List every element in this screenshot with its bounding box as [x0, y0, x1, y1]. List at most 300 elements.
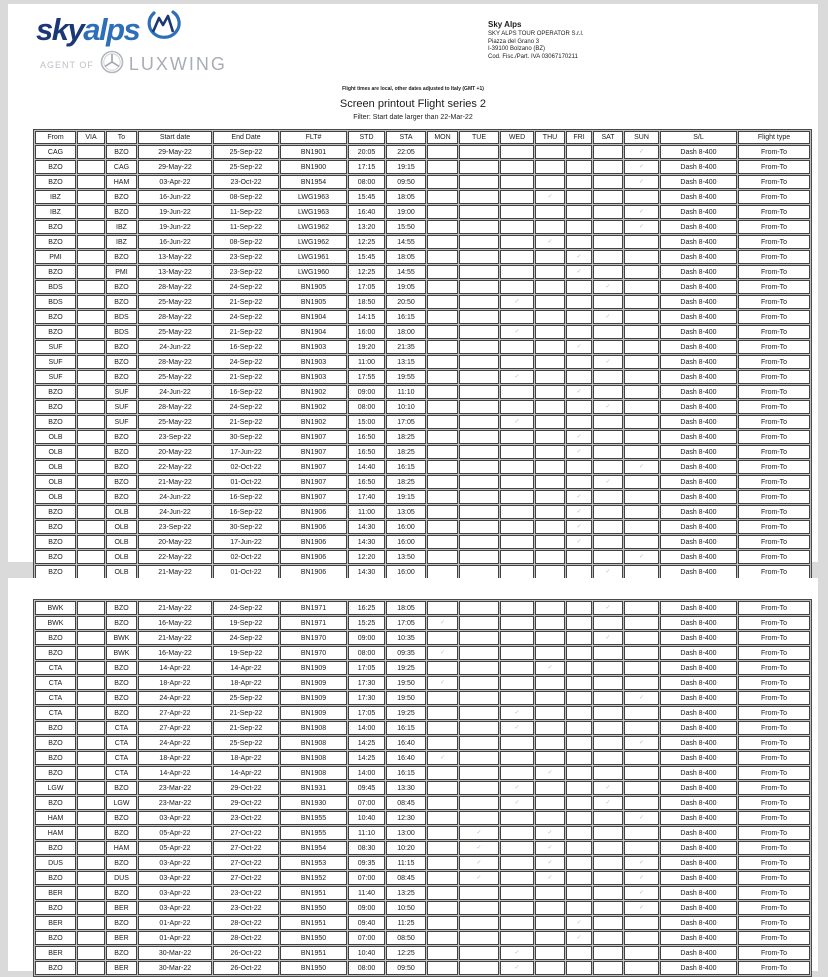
cell-to: BZO	[106, 145, 137, 159]
agent-of-label: AGENT OF	[40, 59, 94, 70]
cell-flight-number: BN1931	[280, 781, 347, 795]
cell-start-date: 21-May-22	[138, 601, 212, 615]
cell-day-sun	[624, 400, 659, 414]
cell-end-date: 11-Sep-22	[213, 205, 279, 219]
cell-day-tue	[459, 736, 499, 750]
cell-flight-type: From-To	[738, 205, 810, 219]
cell-day-fri	[566, 931, 592, 945]
cell-std: 17:30	[348, 691, 385, 705]
cell-day-sun	[624, 601, 659, 615]
cell-sta: 16:40	[386, 751, 426, 765]
cell-aircraft: Dash 8-400	[660, 856, 737, 870]
cell-day-wed	[500, 565, 534, 579]
cell-aircraft: Dash 8-400	[660, 415, 737, 429]
cell-flight-number: BN1971	[280, 616, 347, 630]
cell-day-sat	[593, 340, 623, 354]
cell-day-sun	[624, 370, 659, 384]
cell-day-thu	[535, 841, 565, 855]
cell-aircraft: Dash 8-400	[660, 490, 737, 504]
column-header-start-date: Start date	[138, 131, 212, 144]
cell-start-date: 23-Mar-22	[138, 796, 212, 810]
cell-day-thu	[535, 520, 565, 534]
checkmark-icon: ✓	[514, 800, 520, 806]
flight-row	[35, 250, 810, 264]
cell-via	[77, 295, 105, 309]
flight-row	[35, 721, 810, 735]
column-header-wed: WED	[500, 131, 534, 144]
cell-std: 09:00	[348, 631, 385, 645]
checkmark-icon: ✓	[638, 149, 645, 155]
cell-flight-type: From-To	[738, 631, 810, 645]
cell-end-date: 30-Sep-22	[213, 430, 279, 444]
cell-day-fri	[566, 220, 592, 234]
cell-start-date: 23-Mar-22	[138, 781, 212, 795]
cell-to: SUF	[106, 400, 137, 414]
cell-aircraft: Dash 8-400	[660, 691, 737, 705]
cell-via	[77, 505, 105, 519]
cell-day-sun	[624, 691, 659, 705]
cell-via	[77, 616, 105, 630]
flight-row	[35, 751, 810, 765]
cell-to: BZO	[106, 295, 137, 309]
cell-std: 08:30	[348, 841, 385, 855]
cell-day-sat	[593, 295, 623, 309]
cell-aircraft: Dash 8-400	[660, 721, 737, 735]
cell-day-sat	[593, 220, 623, 234]
cell-day-mon	[427, 385, 458, 399]
flight-row	[35, 841, 810, 855]
flight-row	[35, 946, 810, 960]
cell-aircraft: Dash 8-400	[660, 565, 737, 579]
cell-day-mon	[427, 646, 458, 660]
cell-day-thu	[535, 766, 565, 780]
cell-day-sat	[593, 961, 623, 975]
cell-via	[77, 661, 105, 675]
cell-to: BZO	[106, 811, 137, 825]
cell-flight-type: From-To	[738, 550, 810, 564]
cell-via	[77, 631, 105, 645]
cell-std: 16:40	[348, 205, 385, 219]
cell-start-date: 29-May-22	[138, 145, 212, 159]
cell-day-mon	[427, 661, 458, 675]
cell-day-thu	[535, 961, 565, 975]
cell-start-date: 16-May-22	[138, 616, 212, 630]
cell-day-tue	[459, 400, 499, 414]
cell-day-thu	[535, 811, 565, 825]
cell-from: BZO	[35, 751, 76, 765]
cell-end-date: 08-Sep-22	[213, 190, 279, 204]
cell-via	[77, 160, 105, 174]
cell-day-fri	[566, 721, 592, 735]
cell-start-date: 27-Apr-22	[138, 721, 212, 735]
checkmark-icon: ✓	[576, 449, 582, 455]
cell-flight-type: From-To	[738, 190, 810, 204]
cell-from: SUF	[35, 355, 76, 369]
cell-day-sat	[593, 706, 623, 720]
filter-description: Filter: Start date larger than 22-Mar-22	[353, 114, 473, 121]
cell-day-mon	[427, 601, 458, 615]
cell-day-sat	[593, 811, 623, 825]
cell-std: 15:45	[348, 190, 385, 204]
flight-row	[35, 310, 810, 324]
cell-day-mon	[427, 871, 458, 885]
cell-day-sun	[624, 766, 659, 780]
cell-aircraft: Dash 8-400	[660, 601, 737, 615]
cell-day-tue	[459, 886, 499, 900]
cell-start-date: 24-Jun-22	[138, 340, 212, 354]
cell-aircraft: Dash 8-400	[660, 520, 737, 534]
cell-day-tue	[459, 706, 499, 720]
checkmark-icon: ✓	[638, 224, 645, 230]
cell-start-date: 05-Apr-22	[138, 826, 212, 840]
cell-day-sun	[624, 931, 659, 945]
cell-flight-type: From-To	[738, 490, 810, 504]
cell-aircraft: Dash 8-400	[660, 916, 737, 930]
cell-std: 08:00	[348, 961, 385, 975]
cell-day-tue	[459, 841, 499, 855]
cell-end-date: 08-Sep-22	[213, 235, 279, 249]
cell-sta: 18:05	[386, 601, 426, 615]
cell-end-date: 21-Sep-22	[213, 370, 279, 384]
cell-sta: 14:55	[386, 265, 426, 279]
cell-flight-number: BN1909	[280, 691, 347, 705]
cell-flight-number: BN1907	[280, 475, 347, 489]
cell-sta: 16:15	[386, 721, 426, 735]
cell-start-date: 03-Apr-22	[138, 175, 212, 189]
cell-day-mon	[427, 430, 458, 444]
cell-day-tue	[459, 676, 499, 690]
cell-day-mon	[427, 415, 458, 429]
cell-day-fri	[566, 445, 592, 459]
flight-row	[35, 205, 810, 219]
cell-start-date: 28-May-22	[138, 355, 212, 369]
cell-to: OLB	[106, 520, 137, 534]
cell-day-mon	[427, 916, 458, 930]
flight-row	[35, 616, 810, 630]
cell-day-sun	[624, 796, 659, 810]
checkmark-icon: ✓	[605, 785, 611, 791]
cell-via	[77, 520, 105, 534]
cell-from: DUS	[35, 856, 76, 870]
cell-day-fri	[566, 310, 592, 324]
cell-flight-type: From-To	[738, 796, 810, 810]
cell-day-mon	[427, 265, 458, 279]
cell-start-date: 01-Apr-22	[138, 931, 212, 945]
cell-from: BZO	[35, 766, 76, 780]
cell-via	[77, 781, 105, 795]
cell-end-date: 25-Sep-22	[213, 736, 279, 750]
cell-flight-number: BN1902	[280, 400, 347, 414]
cell-to: BZO	[106, 886, 137, 900]
cell-start-date: 18-Apr-22	[138, 751, 212, 765]
cell-day-tue	[459, 475, 499, 489]
cell-day-tue	[459, 325, 499, 339]
cell-flight-type: From-To	[738, 370, 810, 384]
flight-row	[35, 460, 810, 474]
cell-day-mon	[427, 721, 458, 735]
cell-start-date: 03-Apr-22	[138, 856, 212, 870]
cell-day-sat	[593, 205, 623, 219]
checkmark-icon: ✓	[476, 845, 482, 851]
cell-day-mon	[427, 796, 458, 810]
cell-day-tue	[459, 370, 499, 384]
cell-day-sat	[593, 565, 623, 579]
cell-flight-type: From-To	[738, 310, 810, 324]
cell-day-tue	[459, 310, 499, 324]
cell-sta: 11:15	[386, 856, 426, 870]
cell-flight-number: BN1901	[280, 145, 347, 159]
cell-day-fri	[566, 490, 592, 504]
cell-to: BZO	[106, 475, 137, 489]
checkmark-icon: ✓	[576, 920, 582, 926]
cell-day-thu	[535, 931, 565, 945]
cell-via	[77, 766, 105, 780]
luxwing-roundel-icon	[99, 49, 125, 80]
flight-schedule-table-page2	[33, 599, 812, 977]
cell-flight-type: From-To	[738, 691, 810, 705]
cell-day-wed	[500, 400, 534, 414]
cell-day-wed	[500, 646, 534, 660]
cell-day-sun	[624, 616, 659, 630]
cell-flight-number: BN1903	[280, 370, 347, 384]
checkmark-icon: ✓	[605, 569, 611, 575]
cell-aircraft: Dash 8-400	[660, 460, 737, 474]
cell-day-mon	[427, 340, 458, 354]
cell-from: BZO	[35, 721, 76, 735]
cell-flight-type: From-To	[738, 460, 810, 474]
cell-aircraft: Dash 8-400	[660, 550, 737, 564]
flight-row	[35, 901, 810, 915]
cell-day-wed	[500, 901, 534, 915]
cell-day-sat	[593, 280, 623, 294]
cell-day-fri	[566, 460, 592, 474]
cell-day-wed	[500, 811, 534, 825]
cell-end-date: 21-Sep-22	[213, 721, 279, 735]
checkmark-icon: ✓	[514, 419, 520, 425]
cell-day-thu	[535, 946, 565, 960]
cell-day-mon	[427, 460, 458, 474]
checkmark-icon: ✓	[605, 284, 611, 290]
cell-day-mon	[427, 280, 458, 294]
flight-row	[35, 886, 810, 900]
cell-std: 14:00	[348, 766, 385, 780]
cell-day-thu	[535, 175, 565, 189]
cell-day-thu	[535, 616, 565, 630]
cell-start-date: 16-Jun-22	[138, 235, 212, 249]
cell-day-mon	[427, 886, 458, 900]
cell-std: 09:00	[348, 385, 385, 399]
cell-std: 10:40	[348, 811, 385, 825]
cell-std: 16:00	[348, 325, 385, 339]
checkmark-icon: ✓	[576, 269, 582, 275]
cell-day-tue	[459, 946, 499, 960]
cell-day-sun	[624, 631, 659, 645]
cell-day-wed	[500, 505, 534, 519]
cell-flight-type: From-To	[738, 520, 810, 534]
cell-flight-number: BN1905	[280, 280, 347, 294]
checkmark-icon: ✓	[514, 785, 520, 791]
cell-day-sun	[624, 781, 659, 795]
cell-aircraft: Dash 8-400	[660, 175, 737, 189]
cell-start-date: 28-May-22	[138, 400, 212, 414]
cell-from: CAG	[35, 145, 76, 159]
cell-from: BZO	[35, 265, 76, 279]
cell-end-date: 01-Oct-22	[213, 565, 279, 579]
cell-via	[77, 460, 105, 474]
cell-day-wed	[500, 721, 534, 735]
cell-day-tue	[459, 871, 499, 885]
cell-std: 09:45	[348, 781, 385, 795]
checkmark-icon: ✓	[638, 740, 645, 746]
checkmark-icon: ✓	[514, 299, 520, 305]
cell-sta: 17:05	[386, 616, 426, 630]
flight-row	[35, 766, 810, 780]
cell-day-sun	[624, 946, 659, 960]
cell-start-date: 24-Jun-22	[138, 490, 212, 504]
cell-from: OLB	[35, 475, 76, 489]
cell-from: OLB	[35, 445, 76, 459]
cell-aircraft: Dash 8-400	[660, 826, 737, 840]
cell-sta: 18:05	[386, 250, 426, 264]
cell-std: 14:15	[348, 310, 385, 324]
cell-day-sun	[624, 325, 659, 339]
cell-via	[77, 871, 105, 885]
cell-flight-number: LWG1962	[280, 235, 347, 249]
cell-day-wed	[500, 550, 534, 564]
cell-day-mon	[427, 736, 458, 750]
cell-std: 12:25	[348, 235, 385, 249]
checkmark-icon: ✓	[547, 770, 553, 776]
cell-std: 16:50	[348, 445, 385, 459]
cell-via	[77, 811, 105, 825]
cell-day-sat	[593, 646, 623, 660]
cell-day-sat	[593, 250, 623, 264]
cell-day-mon	[427, 145, 458, 159]
cell-via	[77, 706, 105, 720]
cell-day-fri	[566, 871, 592, 885]
cell-via	[77, 400, 105, 414]
checkmark-icon: ✓	[638, 875, 645, 881]
cell-aircraft: Dash 8-400	[660, 646, 737, 660]
cell-day-sun	[624, 505, 659, 519]
company-name: Sky Alps	[488, 20, 522, 29]
cell-day-sun	[624, 235, 659, 249]
cell-sta: 18:05	[386, 190, 426, 204]
cell-day-thu	[535, 190, 565, 204]
cell-sta: 09:50	[386, 175, 426, 189]
flight-row	[35, 370, 810, 384]
cell-day-mon	[427, 235, 458, 249]
cell-day-sun	[624, 901, 659, 915]
cell-aircraft: Dash 8-400	[660, 781, 737, 795]
flight-row	[35, 565, 810, 579]
cell-end-date: 16-Sep-22	[213, 505, 279, 519]
cell-from: BZO	[35, 550, 76, 564]
cell-std: 08:00	[348, 400, 385, 414]
cell-day-wed	[500, 661, 534, 675]
cell-to: BZO	[106, 490, 137, 504]
cell-day-sun	[624, 661, 659, 675]
cell-end-date: 16-Sep-22	[213, 490, 279, 504]
cell-day-wed	[500, 601, 534, 615]
checkmark-icon: ✓	[547, 860, 553, 866]
cell-via	[77, 826, 105, 840]
cell-start-date: 03-Apr-22	[138, 886, 212, 900]
cell-day-thu	[535, 220, 565, 234]
cell-day-sat	[593, 946, 623, 960]
cell-end-date: 02-Oct-22	[213, 460, 279, 474]
cell-aircraft: Dash 8-400	[660, 886, 737, 900]
cell-day-fri	[566, 520, 592, 534]
cell-via	[77, 235, 105, 249]
cell-flight-type: From-To	[738, 505, 810, 519]
cell-flight-number: BN1951	[280, 946, 347, 960]
cell-end-date: 27-Oct-22	[213, 826, 279, 840]
cell-start-date: 24-Apr-22	[138, 736, 212, 750]
flight-row	[35, 520, 810, 534]
cell-from: BZO	[35, 175, 76, 189]
cell-day-wed	[500, 796, 534, 810]
cell-to: BZO	[106, 340, 137, 354]
flight-row	[35, 325, 810, 339]
cell-flight-type: From-To	[738, 220, 810, 234]
cell-day-wed	[500, 886, 534, 900]
cell-start-date: 03-Apr-22	[138, 871, 212, 885]
cell-aircraft: Dash 8-400	[660, 736, 737, 750]
cell-flight-number: BN1954	[280, 175, 347, 189]
cell-day-wed	[500, 490, 534, 504]
checkmark-icon: ✓	[439, 755, 446, 761]
cell-day-tue	[459, 550, 499, 564]
checkmark-icon: ✓	[576, 389, 582, 395]
cell-day-thu	[535, 295, 565, 309]
cell-start-date: 28-May-22	[138, 280, 212, 294]
checkmark-icon: ✓	[605, 635, 611, 641]
cell-via	[77, 886, 105, 900]
cell-via	[77, 751, 105, 765]
cell-day-wed	[500, 535, 534, 549]
cell-std: 14:30	[348, 565, 385, 579]
checkmark-icon: ✓	[547, 194, 553, 200]
cell-std: 17:05	[348, 706, 385, 720]
cell-flight-number: LWG1961	[280, 250, 347, 264]
table-header-row	[35, 131, 810, 144]
cell-to: HAM	[106, 175, 137, 189]
checkmark-icon: ✓	[638, 905, 645, 911]
cell-flight-type: From-To	[738, 340, 810, 354]
cell-aircraft: Dash 8-400	[660, 220, 737, 234]
cell-day-fri	[566, 916, 592, 930]
column-header-tue: TUE	[459, 131, 499, 144]
cell-std: 08:00	[348, 175, 385, 189]
cell-day-sun	[624, 355, 659, 369]
cell-day-tue	[459, 535, 499, 549]
cell-flight-number: BN1902	[280, 415, 347, 429]
cell-to: PMI	[106, 265, 137, 279]
column-header-to: To	[106, 131, 137, 144]
cell-day-mon	[427, 295, 458, 309]
cell-from: BZO	[35, 235, 76, 249]
cell-day-tue	[459, 901, 499, 915]
company-address-line: I-39100 Bolzano (BZ)	[488, 46, 546, 52]
cell-day-sun	[624, 385, 659, 399]
checkmark-icon: ✓	[576, 254, 582, 260]
cell-sta: 13:30	[386, 781, 426, 795]
cell-day-sat	[593, 445, 623, 459]
cell-flight-number: BN1906	[280, 550, 347, 564]
cell-from: BZO	[35, 535, 76, 549]
cell-day-sun	[624, 565, 659, 579]
